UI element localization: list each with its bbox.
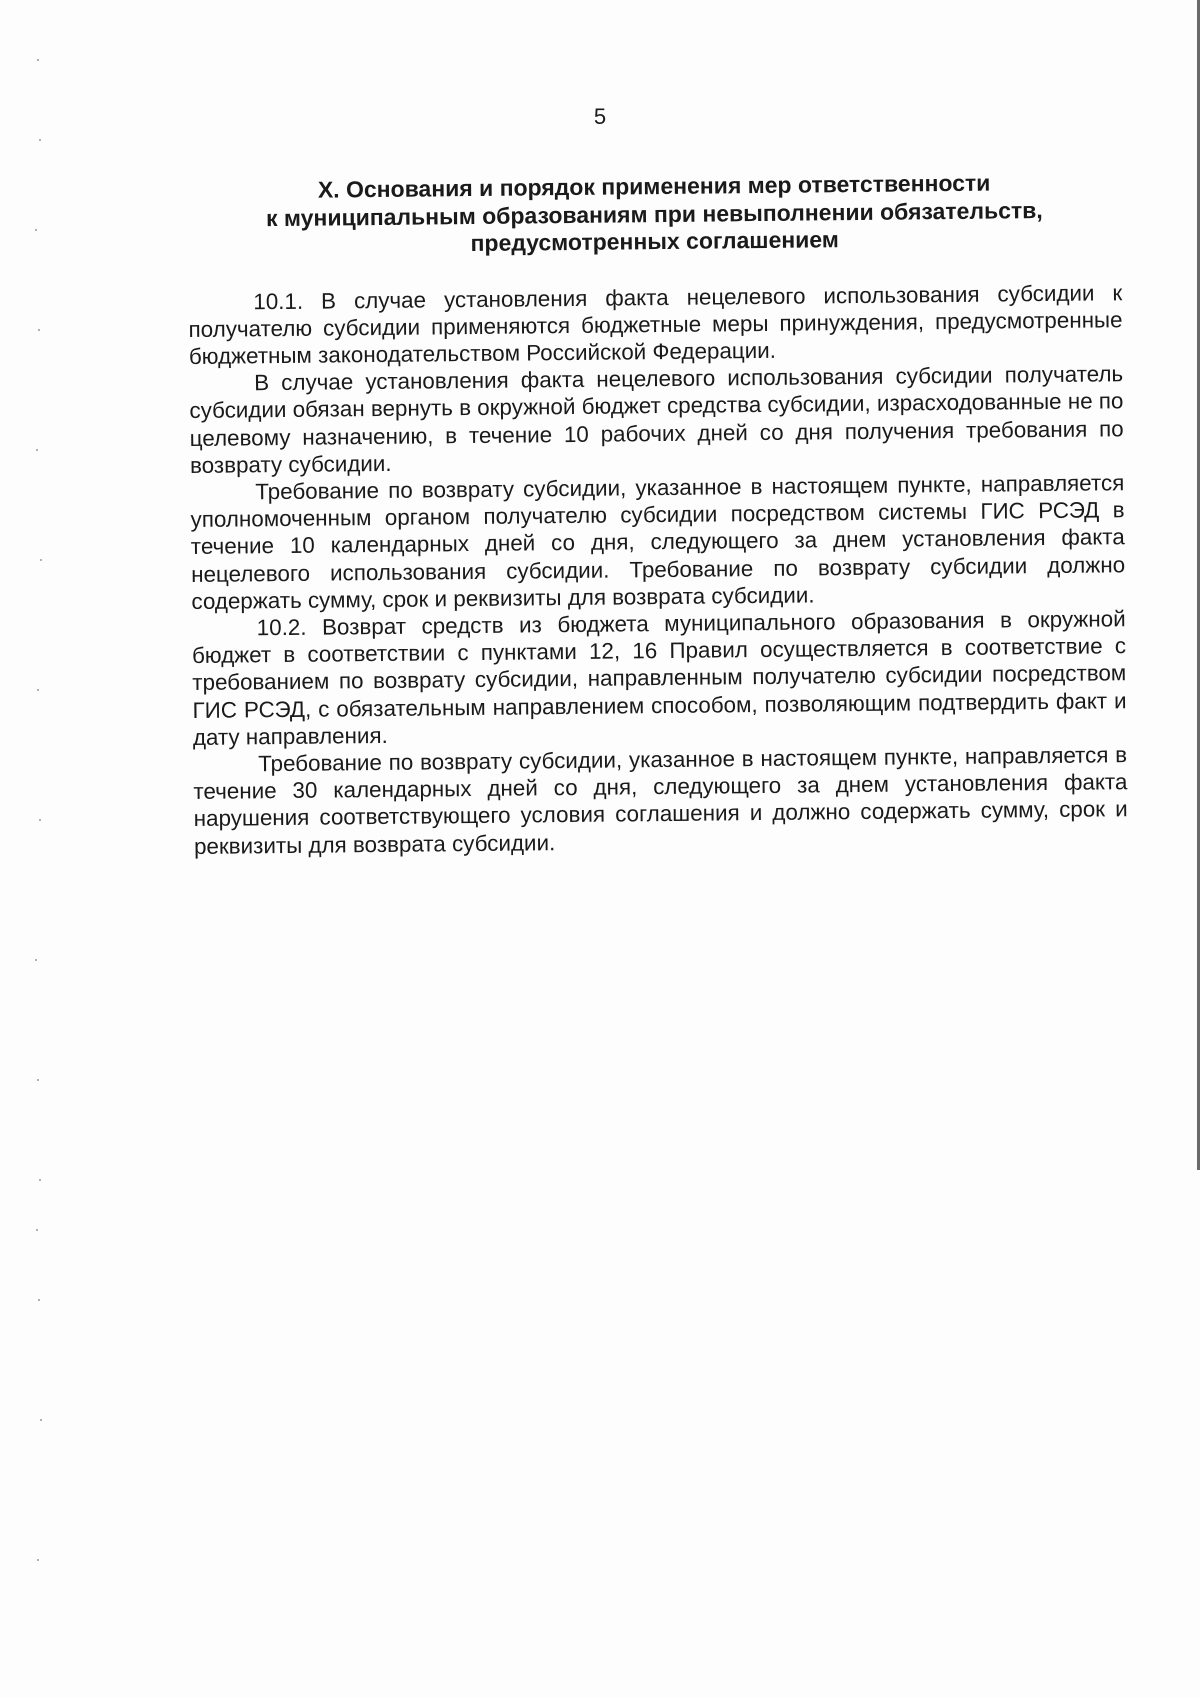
- scan-margin-specks: [0, 0, 60, 1697]
- section-title-line: предусмотренных соглашением: [470, 226, 839, 257]
- section-title-line: к муниципальным образованиям при невыполнении обязательств,: [265, 196, 1043, 231]
- paragraph: В случае установления факта нецелевого использования субсидии получатель субсидии обязан вернуть в окружной бюджет средства субсидии, израсходованные не по целевому назначению, в течение 10 рабочих дней со дня получения требования по возврату субсидии.: [189, 361, 1124, 478]
- paragraph: Требование по возврату субсидии, указанное в настоящем пункте, направляется уполномоченным органом получателю субсидии посредством системы ГИС РСЭД в течение 10 календарных дней со дня, следующего за днем установления факта нецелевого использования субсидии. Требование по возврату субсидии должно содержать сумму, срок и реквизиты для возврата субсидии.: [190, 470, 1126, 614]
- section-title-line: X. Основания и порядок применения мер ответственности: [317, 169, 991, 203]
- paragraph: Требование по возврату субсидии, указанное в настоящем пункте, направляется в течение 30 календарных дней со дня, следующего за днем установления факта нарушения соответствующего условия соглашения и должно содержать сумму, срок и реквизиты для возврата субсидии.: [193, 742, 1128, 859]
- paragraph-10-1: 10.1. В случае установления факта нецелевого использования субсидии к получателю субсидии применяются бюджетные меры принуждения, предусмотренные бюджетным законодательством Российской Федерации.: [188, 279, 1123, 369]
- paragraph-10-2: 10.2. Возврат средств из бюджета муниципального образования в окружной бюджет в соответствии с пунктами 12, 16 Правил осуществляется в соответствие с требованием по возврату субсидии, направленным получателю субсидии посредством ГИС РСЭД, с обязательным направлением способом, позволяющим подтвердить факт и дату направления.: [191, 606, 1127, 750]
- section-content: [187, 168, 1128, 860]
- page-number: 5: [593, 104, 607, 129]
- section-title: [187, 168, 1122, 260]
